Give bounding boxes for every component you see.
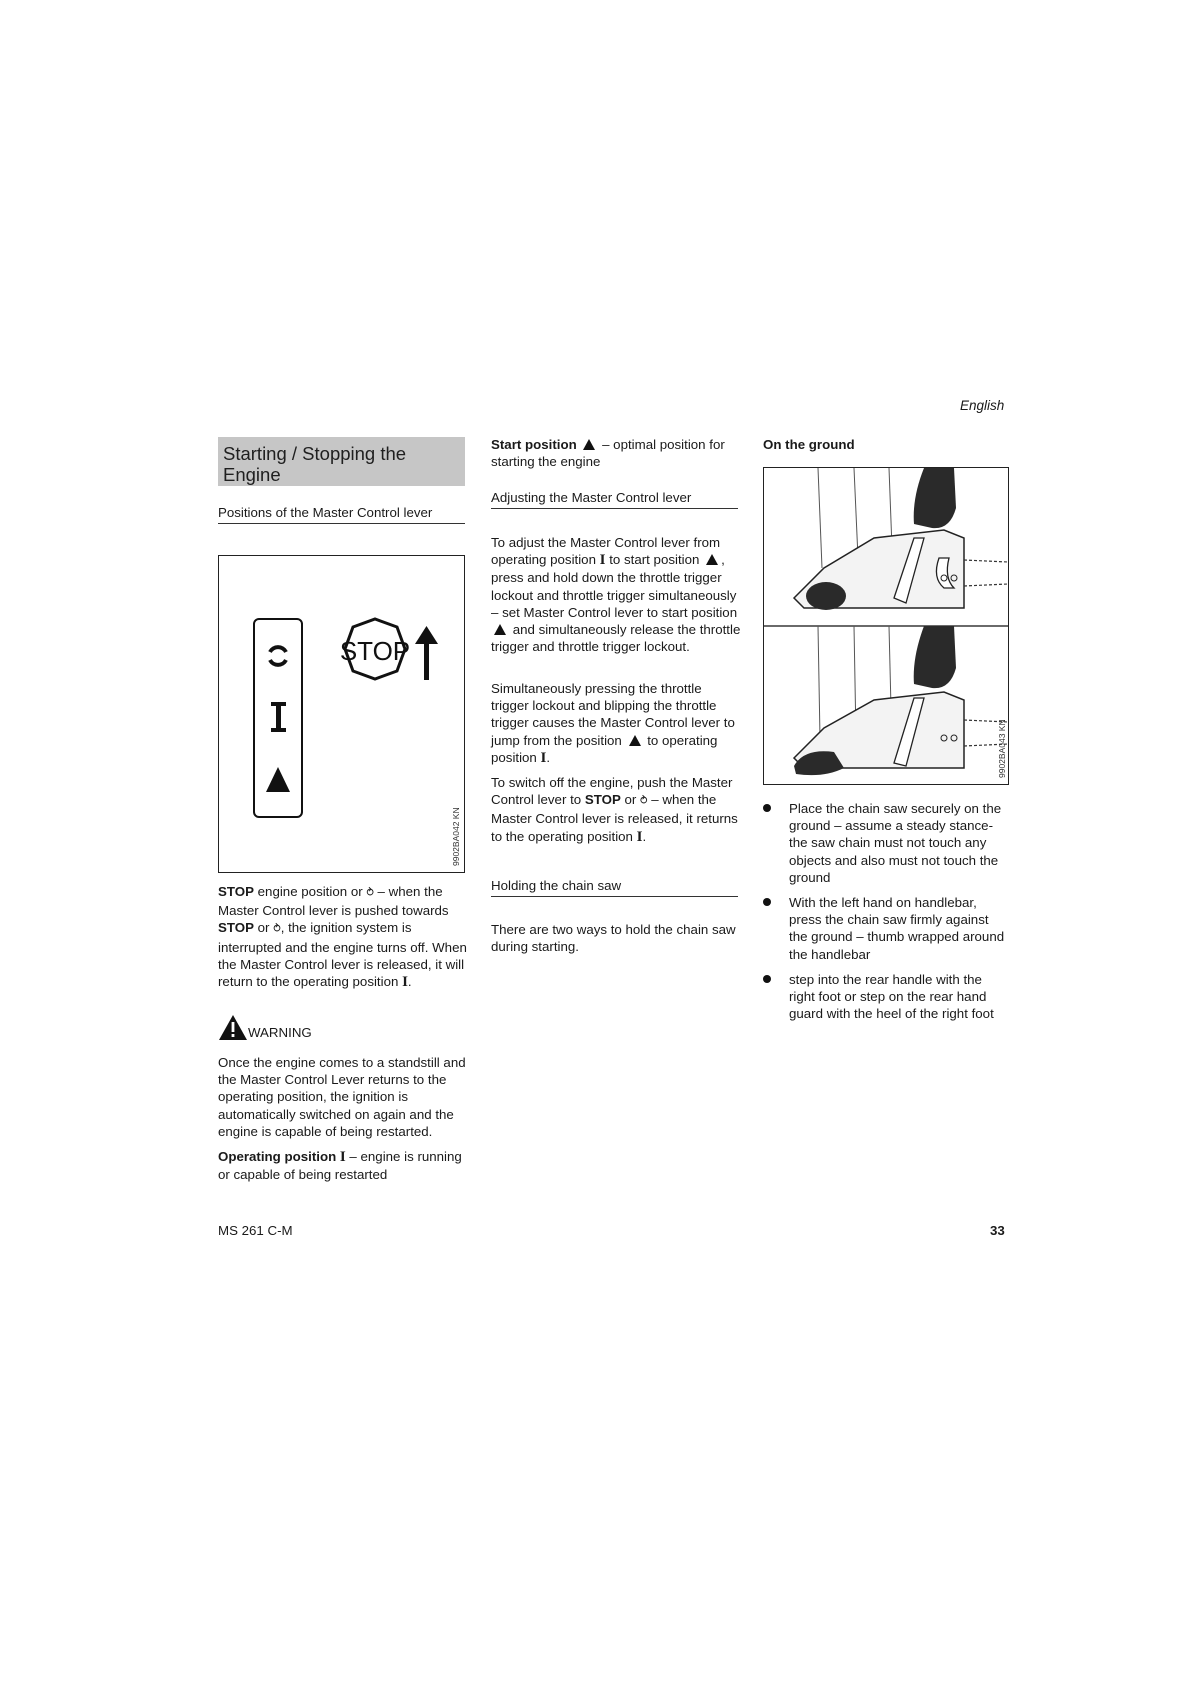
figure-code: 9902BA042 KN — [451, 807, 461, 866]
switch-off-paragraph — [491, 774, 741, 846]
hand-icon — [806, 582, 846, 610]
bullet-text: step into the rear handle with the right foot or step on the rear hand guard with the heel of the right foot — [789, 972, 994, 1022]
start-triangle-icon — [706, 554, 718, 565]
master-control-diagram — [219, 556, 464, 872]
simultaneous-text-a: Simultaneously pressing the throttle trigger lockout and blipping the throttle trigger causes the Master Control lever to jump from the position — [491, 681, 735, 748]
holding-paragraph: There are two ways to hold the chain saw during starting. — [491, 922, 736, 955]
chainsaw-on-ground-drawing — [764, 468, 1008, 784]
bullet-text: With the left hand on handlebar, press the chain saw firmly against the ground – thumb wrapped around the handlebar — [789, 895, 1005, 962]
operating-text: – engine is running or capable of being restarted — [218, 1149, 462, 1183]
stop-position-paragraph — [218, 883, 468, 991]
stop-text-c: or — [253, 920, 274, 936]
start-triangle-icon — [494, 624, 506, 635]
start-triangle-symbol — [266, 767, 290, 792]
operating-symbol — [271, 702, 286, 732]
stop-label: STOP — [584, 792, 621, 808]
bullet-item — [763, 800, 1013, 885]
start-triangle-icon — [629, 735, 641, 746]
start-triangle-icon — [583, 439, 595, 450]
choke-icon: ⥁ — [273, 923, 281, 936]
master-control-figure — [218, 555, 465, 873]
on-the-ground-heading: On the ground — [763, 437, 855, 452]
bullet-item — [763, 971, 1013, 1026]
bullet-icon — [763, 898, 771, 906]
adjust-paragraph — [491, 534, 741, 655]
chainsaw-bottom-view — [794, 626, 1008, 775]
warning-label: WARNING — [248, 1025, 312, 1040]
subheading-holding: Holding the chain saw — [491, 878, 738, 897]
warning-text: Once the engine comes to a standstill and the Master Control Lever returns to the operating position, the ignition is automatically switched on again and the engine is capable of being restarted. — [218, 1055, 466, 1139]
start-label: Start position — [491, 437, 581, 452]
operating-icon: I — [540, 749, 547, 766]
foot-icon — [914, 468, 956, 528]
switch-off-text-c: – when the Master Control lever is released, it returns to the operating position — [491, 792, 738, 844]
page-number: 33 — [990, 1223, 1005, 1238]
operating-icon: I — [339, 1149, 346, 1165]
foot-icon — [914, 626, 956, 688]
start-text: – optimal position for starting the engine — [491, 437, 725, 470]
bullet-icon — [763, 804, 771, 812]
stop-text-a: engine position or — [253, 884, 367, 899]
subheading-positions: Positions of the Master Control lever — [218, 505, 465, 524]
operating-icon: I — [636, 828, 643, 845]
bullet-item — [763, 894, 1013, 964]
stop-label: STOP — [218, 884, 254, 899]
figure-code: 9902BA043 KN — [997, 719, 1007, 778]
warning-icon — [218, 1014, 248, 1041]
simultaneous-paragraph — [491, 680, 741, 767]
section-title: Starting / Stopping the Engine — [218, 437, 465, 486]
stop-text-e: . — [407, 974, 412, 990]
switch-off-text-a: To switch off the engine, push the Master Control lever to — [491, 775, 733, 808]
operating-icon: I — [599, 552, 606, 569]
adjust-text-b: to start position — [605, 552, 704, 568]
switch-off-text-d: . — [642, 828, 647, 844]
choke-icon: ⥁ — [640, 795, 648, 808]
subheading-adjusting: Adjusting the Master Control lever — [491, 490, 738, 509]
arrow-up-icon — [424, 640, 429, 680]
start-position-paragraph — [491, 436, 741, 470]
stop-text-b: – when the Master Control lever is pushed towards — [218, 884, 449, 919]
switch-off-text-b: or — [620, 792, 641, 808]
stop-label-2: STOP — [218, 920, 254, 936]
choke-symbol — [270, 647, 286, 665]
language-label: English — [960, 398, 1005, 413]
operating-label: Operating position — [218, 1149, 340, 1164]
bullet-icon — [763, 975, 771, 983]
stop-text-d: , the ignition system is interrupted and the engine turns off. When the Master Control lever is released, it will return to the operating position — [218, 920, 467, 990]
adjust-text-a: To adjust the Master Control lever from operating position — [491, 535, 721, 568]
stop-sign-text: STOP — [339, 636, 411, 666]
adjust-text-d: and simultaneously release the throttle trigger and throttle trigger lockout. — [491, 622, 741, 655]
operating-position-paragraph — [218, 1148, 468, 1183]
simultaneous-text-b: to operating position — [491, 732, 718, 765]
adjust-text-c: , press and hold down the throttle trigger lockout and throttle trigger simultaneously – set Master Control lever to start position — [491, 552, 738, 620]
chainsaw-top-view — [794, 468, 1008, 610]
chainsaw-illustration — [763, 467, 1009, 785]
footer-model: MS 261 C-M — [218, 1223, 293, 1238]
arrow-up-head — [415, 626, 438, 644]
bullet-text: Place the chain saw securely on the ground – assume a steady stance- the saw chain must not touch any objects and also must not touch the ground — [789, 801, 1002, 885]
simultaneous-text-c: . — [546, 749, 551, 765]
operating-icon: I — [402, 974, 408, 991]
choke-icon: ⥁ — [366, 887, 374, 899]
